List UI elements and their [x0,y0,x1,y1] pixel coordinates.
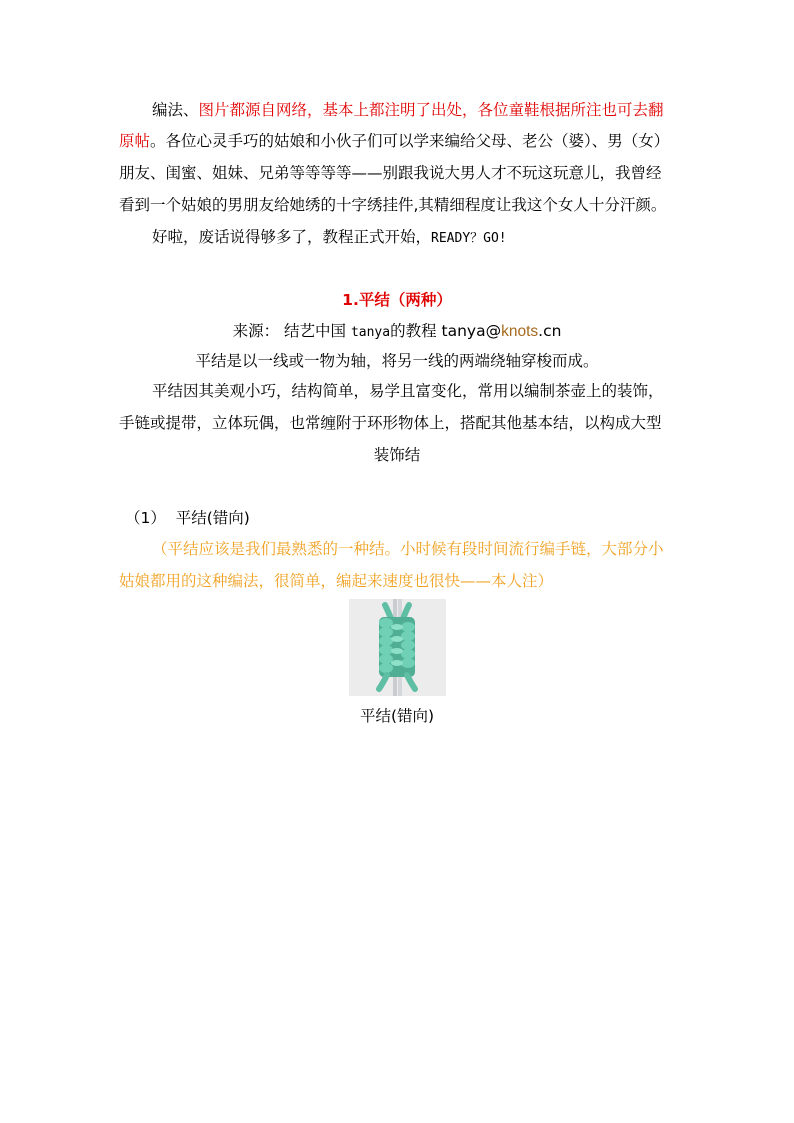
intro-text: 。各位心灵手巧的姑娘和小伙子们可以学来编给父母、老公（婆）、男（女） [150,132,670,150]
source-author: tanya [350,325,391,340]
ready-go-text: READY？GO! [431,231,507,246]
highlighted-text: 图片都源自网络，基本上都注明了出处，各位童鞋根据所注也可去翻 [198,101,664,119]
image-caption: 平结(错向) [359,707,435,725]
source-line [0,321,794,343]
intro-line-2 [119,131,669,151]
source-domain-cn: .cn [538,322,562,340]
intro-line-4: 看到一个姑娘的男朋友给她绣的十字绣挂件,其精细程度让我这个女人十分汗颜。 [119,196,667,214]
subsection-number: （1） [125,509,166,527]
section-title: 1.平结（两种） [342,291,452,309]
flat-knot-image [349,599,446,696]
intro-text: 编法、 [152,101,199,119]
intro-line-5 [152,227,507,249]
subsection-note-2: 姑娘都用的这种编法，很简单，编起来速度也很快——本人注） [119,572,554,590]
subsection-heading [125,508,250,528]
section-description-3: 手链或提带，立体玩偶，也常缠附于环形物体上，搭配其他基本结，以构成大型 [119,414,662,432]
intro-text: 好啦，废话说得够多了，教程正式开始， [152,228,432,246]
intro-line-3: 朋友、闺蜜、姐妹、兄弟等等等等——别跟我说大男人才不玩这玩意儿，我曾经 [119,164,662,182]
flat-knot-illustration [349,599,446,696]
source-label: 来源： 结艺中国 [232,322,351,340]
section-description-1: 平结是以一线或一物为轴，将另一线的两端绕轴穿梭而成。 [195,352,599,370]
intro-line-1 [152,100,664,120]
source-tutorial: 的教程 tanya@ [390,322,502,340]
subsection-title: 平结(错向) [175,509,250,527]
highlighted-text: 原帖 [119,132,151,150]
section-description-4: 装饰结 [373,446,421,464]
subsection-note-1: （平结应该是我们最熟悉的一种结。小时候有段时间流行编手链，大部分小 [152,540,664,558]
section-description-2: 平结因其美观小巧，结构简单，易学且富变化，常用以编制茶壶上的装饰， [152,382,664,400]
source-domain-knots: knots [501,323,539,340]
